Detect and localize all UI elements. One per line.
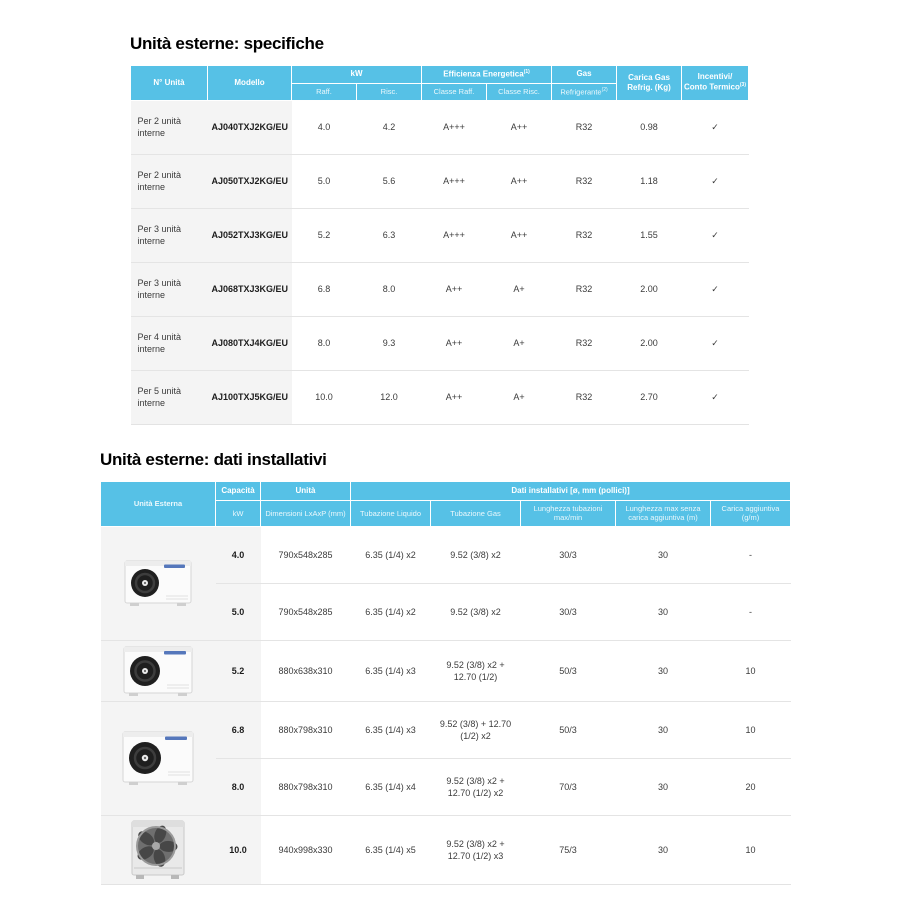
cell-dimensioni: 880x798x310 <box>261 701 351 758</box>
cell-tubazione-gas: 9.52 (3/8) x2 + 12.70 (1/2) x2 <box>431 758 521 815</box>
cell-tubazione-gas: 9.52 (3/8) x2 + 12.70 (1/2) <box>431 640 521 701</box>
footnote-marker: (1) <box>523 69 530 75</box>
checkmark: ✓ <box>682 316 749 370</box>
cell-dimensioni: 940x998x330 <box>261 815 351 884</box>
cell-carica-aggiuntiva: 20 <box>711 758 791 815</box>
table-row <box>131 100 749 154</box>
outdoor-unit-image <box>101 701 216 815</box>
cell-tubazione-liquido: 6.35 (1/4) x3 <box>351 701 431 758</box>
checkmark: ✓ <box>682 262 749 316</box>
cell-tubazione-liquido: 6.35 (1/4) x2 <box>351 583 431 640</box>
cell-carica-aggiuntiva: - <box>711 583 791 640</box>
cell-classe-raff: A+++ <box>422 208 487 262</box>
cell-classe-raff: A+++ <box>422 154 487 208</box>
col-header-kw: kW <box>292 66 422 84</box>
cell-gas: R32 <box>552 316 617 370</box>
install-table <box>100 481 791 885</box>
col-header-unita: Unità <box>261 482 351 501</box>
cell-classe-raff: A++ <box>422 370 487 424</box>
outdoor-unit-image <box>101 526 216 640</box>
col-header-tubazione-gas: Tubazione Gas <box>431 501 521 527</box>
cell-capacita: 4.0 <box>216 526 261 583</box>
cell-risc: 5.6 <box>357 154 422 208</box>
table-row <box>131 316 749 370</box>
cell-capacita: 6.8 <box>216 701 261 758</box>
outdoor-unit-xl-graphic <box>125 818 191 882</box>
cell-n-unita: Per 2 unità interne <box>131 154 208 208</box>
cell-lunghezza-max: 30 <box>616 640 711 701</box>
cell-dimensioni: 790x548x285 <box>261 583 351 640</box>
cell-classe-risc: A++ <box>487 100 552 154</box>
checkmark: ✓ <box>682 154 749 208</box>
checkmark: ✓ <box>682 100 749 154</box>
cell-gas: R32 <box>552 100 617 154</box>
col-header-dati-installativi: Dati installativi [ø, mm (pollici)] <box>351 482 791 501</box>
cell-tubazione-gas: 9.52 (3/8) x2 <box>431 526 521 583</box>
table-row <box>101 815 791 884</box>
cell-n-unita: Per 3 unità interne <box>131 262 208 316</box>
col-header-classe-raff: Classe Raff. <box>422 83 487 100</box>
cell-classe-risc: A++ <box>487 154 552 208</box>
cell-risc: 4.2 <box>357 100 422 154</box>
cell-carica: 2.70 <box>617 370 682 424</box>
cell-tubazione-gas: 9.52 (3/8) + 12.70 (1/2) x2 <box>431 701 521 758</box>
cell-raff: 10.0 <box>292 370 357 424</box>
cell-classe-risc: A+ <box>487 370 552 424</box>
table-row <box>131 208 749 262</box>
cell-carica: 1.18 <box>617 154 682 208</box>
cell-carica: 0.98 <box>617 100 682 154</box>
footnote-marker: (3) <box>739 82 746 89</box>
outdoor-unit-medium-graphic <box>119 643 197 699</box>
cell-n-unita: Per 2 unità interne <box>131 100 208 154</box>
install-section <box>100 450 790 885</box>
col-header-capacita: Capacità <box>216 482 261 501</box>
carica-line1: Carica Gas <box>628 72 670 82</box>
cell-carica-aggiuntiva: 10 <box>711 640 791 701</box>
col-header-kw: kW <box>216 501 261 527</box>
header-row-main <box>101 482 791 501</box>
cell-carica: 2.00 <box>617 262 682 316</box>
cell-raff: 5.0 <box>292 154 357 208</box>
col-header-lunghezza-max: Lunghezza max senza carica aggiuntiva (m) <box>616 501 711 527</box>
cell-lunghezza-tubazioni: 30/3 <box>521 583 616 640</box>
col-header-modello: Modello <box>208 66 292 101</box>
col-header-efficienza <box>422 66 552 84</box>
cell-raff: 6.8 <box>292 262 357 316</box>
cell-lunghezza-tubazioni: 75/3 <box>521 815 616 884</box>
cell-modello: AJ068TXJ3KG/EU <box>208 262 292 316</box>
specs-section <box>130 34 748 425</box>
outdoor-unit-small-graphic <box>120 556 196 610</box>
col-header-n-unita: N° Unità <box>131 66 208 101</box>
cell-tubazione-liquido: 6.35 (1/4) x3 <box>351 640 431 701</box>
cell-capacita: 8.0 <box>216 758 261 815</box>
footnote-marker: (2) <box>601 86 608 93</box>
col-header-risc: Risc. <box>357 83 422 100</box>
cell-tubazione-liquido: 6.35 (1/4) x2 <box>351 526 431 583</box>
cell-carica: 1.55 <box>617 208 682 262</box>
cell-lunghezza-tubazioni: 70/3 <box>521 758 616 815</box>
cell-carica: 2.00 <box>617 316 682 370</box>
incentivi-line2: Conto Termico <box>684 83 740 93</box>
cell-carica-aggiuntiva: 10 <box>711 815 791 884</box>
cell-lunghezza-max: 30 <box>616 815 711 884</box>
cell-n-unita: Per 4 unità interne <box>131 316 208 370</box>
cell-classe-risc: A++ <box>487 208 552 262</box>
col-header-raff: Raff. <box>292 83 357 100</box>
table-row <box>131 370 749 424</box>
cell-gas: R32 <box>552 262 617 316</box>
cell-gas: R32 <box>552 208 617 262</box>
cell-classe-raff: A++ <box>422 316 487 370</box>
table-row <box>101 526 791 583</box>
header-row-main <box>131 66 749 84</box>
col-header-unita-esterna: Unità Esterna <box>101 482 216 527</box>
cell-capacita: 5.2 <box>216 640 261 701</box>
cell-tubazione-gas: 9.52 (3/8) x2 <box>431 583 521 640</box>
cell-classe-raff: A++ <box>422 262 487 316</box>
incentivi-line1: Incentivi/ <box>697 72 733 82</box>
cell-lunghezza-max: 30 <box>616 526 711 583</box>
cell-raff: 8.0 <box>292 316 357 370</box>
refrigerante-label: Refrigerante <box>560 87 602 97</box>
cell-tubazione-gas: 9.52 (3/8) x2 + 12.70 (1/2) x3 <box>431 815 521 884</box>
cell-gas: R32 <box>552 370 617 424</box>
checkmark: ✓ <box>682 370 749 424</box>
page-title: Unità esterne: dati installativi <box>100 450 327 469</box>
table-row <box>131 262 749 316</box>
cell-dimensioni: 880x638x310 <box>261 640 351 701</box>
col-header-carica-aggiuntiva: Carica aggiuntiva (g/m) <box>711 501 791 527</box>
cell-n-unita: Per 3 unità interne <box>131 208 208 262</box>
table-row <box>131 154 749 208</box>
outdoor-unit-image <box>101 640 216 701</box>
col-header-tubazione-liquido: Tubazione Liquido <box>351 501 431 527</box>
cell-carica-aggiuntiva: - <box>711 526 791 583</box>
cell-lunghezza-tubazioni: 50/3 <box>521 640 616 701</box>
col-header-lunghezza-tubazioni: Lunghezza tubazioni max/min <box>521 501 616 527</box>
col-header-dimensioni: Dimensioni LxAxP (mm) <box>261 501 351 527</box>
cell-tubazione-liquido: 6.35 (1/4) x4 <box>351 758 431 815</box>
cell-risc: 12.0 <box>357 370 422 424</box>
checkmark: ✓ <box>682 208 749 262</box>
cell-classe-risc: A+ <box>487 262 552 316</box>
page-title: Unità esterne: specifiche <box>130 34 324 53</box>
outdoor-unit-large-graphic <box>118 728 198 788</box>
specs-table <box>130 65 749 425</box>
cell-risc: 8.0 <box>357 262 422 316</box>
cell-n-unita: Per 5 unità interne <box>131 370 208 424</box>
col-header-refrigerante <box>552 83 617 100</box>
col-header-efficienza-label: Efficienza Energetica <box>443 69 524 79</box>
cell-dimensioni: 880x798x310 <box>261 758 351 815</box>
cell-lunghezza-max: 30 <box>616 583 711 640</box>
cell-modello: AJ050TXJ2KG/EU <box>208 154 292 208</box>
cell-classe-risc: A+ <box>487 316 552 370</box>
cell-lunghezza-tubazioni: 50/3 <box>521 701 616 758</box>
cell-gas: R32 <box>552 154 617 208</box>
cell-capacita: 10.0 <box>216 815 261 884</box>
cell-tubazione-liquido: 6.35 (1/4) x5 <box>351 815 431 884</box>
carica-line2: Refrig. (Kg) <box>627 82 671 92</box>
cell-modello: AJ080TXJ4KG/EU <box>208 316 292 370</box>
cell-risc: 9.3 <box>357 316 422 370</box>
cell-modello: AJ040TXJ2KG/EU <box>208 100 292 154</box>
cell-raff: 4.0 <box>292 100 357 154</box>
cell-capacita: 5.0 <box>216 583 261 640</box>
col-header-carica-gas <box>617 66 682 101</box>
cell-lunghezza-max: 30 <box>616 701 711 758</box>
cell-classe-raff: A+++ <box>422 100 487 154</box>
col-header-incentivi <box>682 66 749 101</box>
col-header-gas: Gas <box>552 66 617 84</box>
table-row <box>101 701 791 758</box>
cell-modello: AJ100TXJ5KG/EU <box>208 370 292 424</box>
col-header-classe-risc: Classe Risc. <box>487 83 552 100</box>
table-row <box>101 640 791 701</box>
cell-dimensioni: 790x548x285 <box>261 526 351 583</box>
outdoor-unit-image <box>101 815 216 884</box>
cell-lunghezza-max: 30 <box>616 758 711 815</box>
cell-lunghezza-tubazioni: 30/3 <box>521 526 616 583</box>
cell-carica-aggiuntiva: 10 <box>711 701 791 758</box>
cell-risc: 6.3 <box>357 208 422 262</box>
cell-modello: AJ052TXJ3KG/EU <box>208 208 292 262</box>
cell-raff: 5.2 <box>292 208 357 262</box>
